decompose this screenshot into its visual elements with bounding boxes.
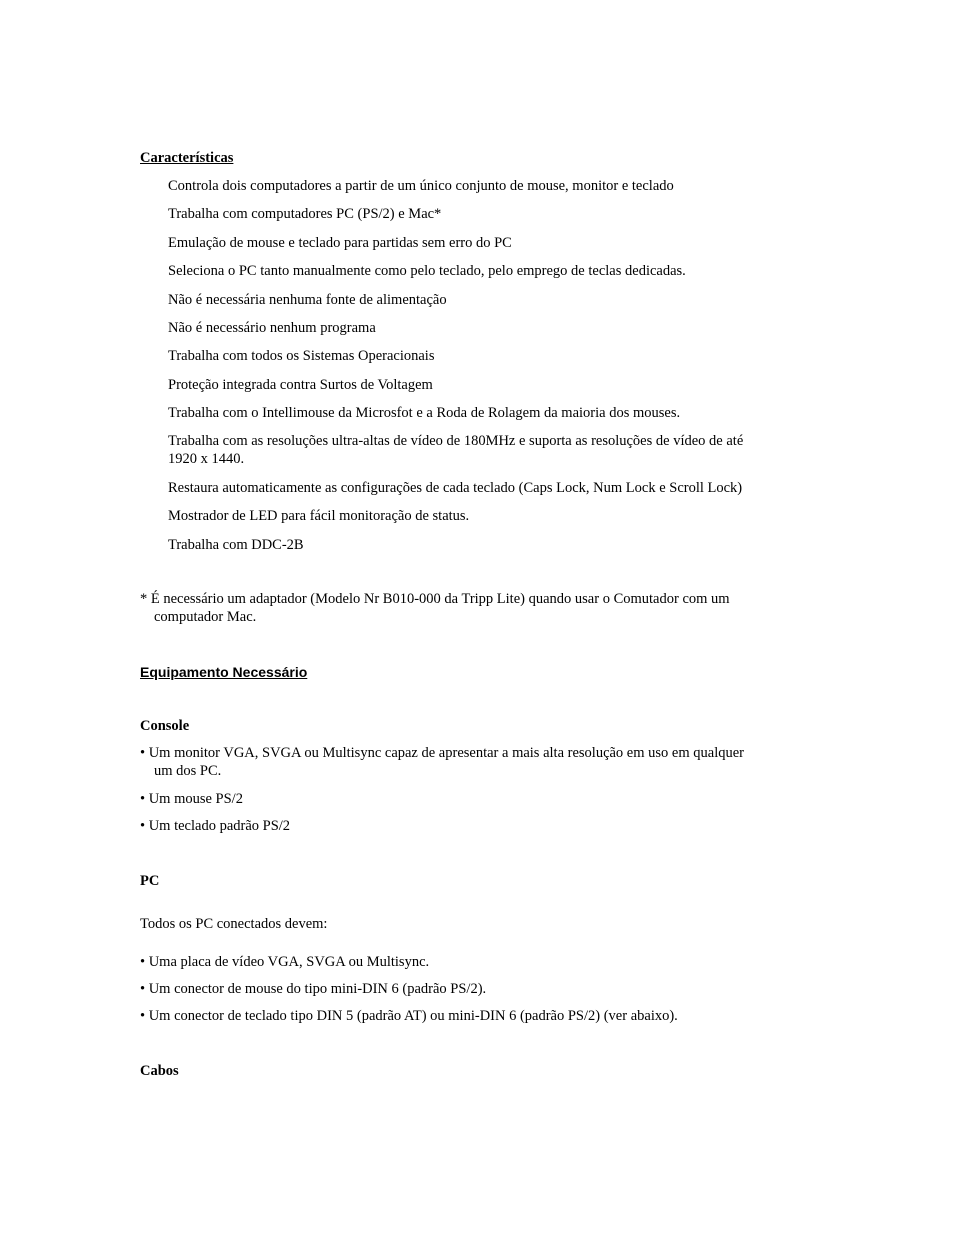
console-item: • Um monitor VGA, SVGA ou Multisync capaz de apresentar a mais alta resolução em uso em qualquer xyxy=(140,745,744,761)
feature-item: Seleciona o PC tanto manualmente como pelo teclado, pelo emprego de teclas dedicadas. xyxy=(168,263,686,279)
console-item: • Um teclado padrão PS/2 xyxy=(140,818,291,834)
feature-item: Trabalha com as resoluções ultra-altas de vídeo de 180MHz e suporta as resoluções de vídeo de até xyxy=(168,433,744,449)
features-heading: Características xyxy=(140,150,234,166)
feature-item: Não é necessária nenhuma fonte de alimentação xyxy=(168,292,447,308)
feature-item: Restaura automaticamente as configurações de cada teclado (Caps Lock, Num Lock e Scroll Lock) xyxy=(168,480,743,496)
cables-heading: Cabos xyxy=(140,1063,179,1079)
pc-item: • Uma placa de vídeo VGA, SVGA ou Multisync. xyxy=(140,954,430,970)
footnote-continuation: computador Mac. xyxy=(154,609,257,625)
pc-item: • Um conector de mouse do tipo mini-DIN 6 (padrão PS/2). xyxy=(140,981,487,997)
pc-intro: Todos os PC conectados devem: xyxy=(140,916,328,932)
feature-item: Emulação de mouse e teclado para partidas sem erro do PC xyxy=(168,235,512,251)
feature-item: Proteção integrada contra Surtos de Voltagem xyxy=(168,377,433,393)
feature-item: Trabalha com computadores PC (PS/2) e Mac* xyxy=(168,206,442,222)
feature-item-continuation: 1920 x 1440. xyxy=(168,451,245,467)
pc-item: • Um conector de teclado tipo DIN 5 (padrão AT) ou mini-DIN 6 (padrão PS/2) (ver abaixo). xyxy=(140,1008,678,1024)
feature-item: Trabalha com todos os Sistemas Operacionais xyxy=(168,348,435,364)
footnote: * É necessário um adaptador (Modelo Nr B010-000 da Tripp Lite) quando usar o Comutador com um xyxy=(140,591,730,607)
console-item-continuation: um dos PC. xyxy=(154,763,222,779)
feature-item: Trabalha com DDC-2B xyxy=(168,537,304,553)
feature-item: Mostrador de LED para fácil monitoração de status. xyxy=(168,508,470,524)
console-heading: Console xyxy=(140,718,190,734)
feature-item: Não é necessário nenhum programa xyxy=(168,320,376,336)
pc-heading: PC xyxy=(140,873,160,889)
feature-item: Trabalha com o Intellimouse da Microsfot e a Roda de Rolagem da maioria dos mouses. xyxy=(168,405,681,421)
console-item: • Um mouse PS/2 xyxy=(140,791,243,807)
equipment-heading: Equipamento Necessário xyxy=(140,664,308,680)
feature-item: Controla dois computadores a partir de um único conjunto de mouse, monitor e teclado xyxy=(168,178,674,194)
